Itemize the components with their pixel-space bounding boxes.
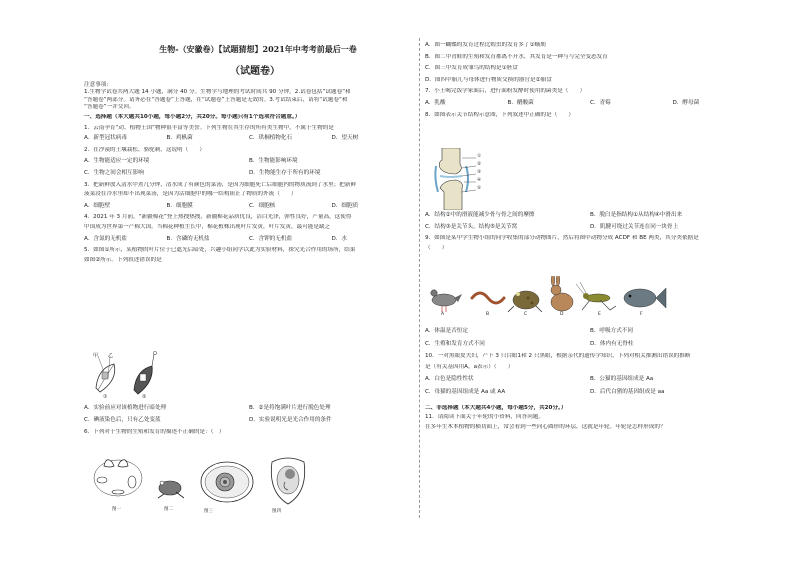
q7-option-b: B．醋酸菌 <box>507 99 534 106</box>
q6-option-c: C．图三中发育成雏鸟的结构是①胚盘 <box>425 65 518 72</box>
section-1-heading: 一、选择题（本大题共10小题，每小题2分，共20分。每小题只有1个选项符合题意。） <box>84 114 301 120</box>
notice-line: 1.生物学试卷共两大题 14 小题，满分 40 分。生物学与地理的考试时间共 90 分钟。2.试卷包括“试题卷”和 <box>84 89 351 96</box>
q6-option-d: D．图四中胎儿与母体进行物质交换的器官是②胎盘 <box>425 76 552 83</box>
right-column-top <box>425 42 755 119</box>
q10-option-d: D．后代白猪的基因组成是 aa <box>590 388 665 395</box>
q8-label-2: ② <box>477 162 482 167</box>
right-column-mid <box>425 212 755 252</box>
q3-option-a: A．细胞壁 <box>84 202 111 209</box>
q5-label-1: ① <box>103 394 108 400</box>
q5-option-b: B．②是将饱满叶片进行脱色处理 <box>249 405 331 411</box>
q9-label-b: B <box>486 312 490 317</box>
q3-option-c: C．细胞核 <box>249 202 276 209</box>
q7-option-a: A．乳酸 <box>425 99 446 106</box>
q8-option-a: A．结构②中的滑液能减少骨与骨之间的摩擦 <box>425 212 535 218</box>
q9-option-a: A．体温是否恒定 <box>425 328 468 334</box>
q5-figure <box>88 350 178 398</box>
q8-joint-figure <box>430 148 490 210</box>
section-2-heading: 二、非选择题（本大题共4小题，每小题5分，共20分。） <box>425 404 567 411</box>
q10-options-row2 <box>425 389 755 397</box>
q9-stem-line2: （ ） <box>425 244 448 251</box>
page-subtitle: （试题卷） <box>230 66 280 77</box>
q10-option-c: C．母猫的基因组成是 Aa 或 AA <box>425 388 506 395</box>
q8-label-4: ④ <box>477 178 482 183</box>
notice-line: “答题卷”一并交回。 <box>84 104 135 111</box>
q4-stem-line1: 4．2021 年 3 月前，“新疆棉花”登上热搜热搜，新疆棉花品质优良，洁白光泽，弹性良好，产量高，这使得 <box>84 214 352 221</box>
q6-label-fig1: 图一 <box>112 507 121 512</box>
q10-stem-line1: 10．一对黑眼皮夫妇，产下 3 只白眼1和 2 只黑眼，根据亲代的遗传学知识，下列对相关推测出错误的推断 <box>425 353 691 360</box>
notice-heading: 注意事项: <box>84 82 109 88</box>
q9-animals-figure <box>428 276 668 318</box>
q1-options <box>84 135 414 143</box>
q9-options-row2 <box>425 341 755 349</box>
q9-option-b: B．呼吸方式不同 <box>590 328 633 334</box>
notice-block <box>84 82 414 112</box>
fish-drawing <box>624 288 666 308</box>
q5-stem-line2: 如图②所示。下列叙述错误的是 <box>84 256 162 263</box>
q3-option-b: B．细胞膜 <box>166 202 193 209</box>
q9-label-c: C <box>524 312 528 317</box>
q6-option-a: A．图一蝴蝶的发育过程比蝗虫的发育多了①蛹期 <box>425 42 546 48</box>
q9-label-a: A <box>441 312 445 317</box>
q1-option-a: A．新型冠状病毒 <box>84 135 127 142</box>
q2-options-row1 <box>84 158 414 166</box>
q6-option-b: B．图二中青蛙的生殖和发育都离不开水，其发育是一种与与完全变态发育 <box>425 53 608 60</box>
fetus-uterus-drawing <box>271 458 304 504</box>
q8-label-3: ③ <box>477 170 482 175</box>
q10-options-row1 <box>425 376 755 384</box>
q3-stem-line1: 3．把新鲜放入清水中煮几分钟，清水成了有颜色的菜汤，是因为细胞死亡后细胞内的物质流到了水里；把新鲜 <box>84 181 357 188</box>
q9-option-c: C．生殖和发育方式不同 <box>425 340 485 347</box>
q1-option-c: C．珙桐植物化石 <box>249 135 293 142</box>
q5-option-a: A．实验前应对该植物进行暗处理 <box>84 405 167 411</box>
q10-option-a: A．白色是隐性性状 <box>425 376 474 383</box>
q10-option-b: B．公猫的基因组成是 Aa <box>590 376 654 383</box>
notice-line: “答题卷”两部分。请务必在“答题卷”上答题，在“试题卷”上答题是无效的。3.考试结束后，请将“试题卷”和 <box>84 96 348 103</box>
egg-structure-drawing <box>201 462 253 502</box>
q1-stem: 1．云南孕育“动、植物王国”物种很丰富等美誉。下列生物在其生存的所有类生物中，不属于生物的是 <box>84 124 334 131</box>
q8-options-row2 <box>425 224 755 232</box>
q9-label-f: F <box>640 312 643 317</box>
q7-stem: 7．小王喝完饭学家面后，进行面粉发酵时使用的菌类是（ ） <box>425 88 586 95</box>
q2-stem: 2．在沙漠的土壤栽松、骆驼刺，这说明（ ） <box>84 146 206 153</box>
section-1 <box>84 114 414 264</box>
q9-stem-line1: 9．如图是某中学生物小组的同学收集的部分动物图片，然后将图中动物分成 ACDF 和 BE 两类，其分类依据是 <box>425 235 699 242</box>
q7-options <box>425 100 755 108</box>
q2-option-b: B．生物能影响环境 <box>249 158 298 165</box>
q9-label-d: D <box>560 312 564 317</box>
q5-label-2: ② <box>142 394 147 400</box>
q2-option-d: D．生物能生存于所有的环境 <box>249 169 321 176</box>
q7-option-c: C．青霉 <box>590 99 611 106</box>
q6-figure <box>92 452 332 514</box>
right-column-bottom <box>425 328 755 431</box>
q2-option-a: A．生物能适应一定的环境 <box>84 158 150 165</box>
q6-label-fig2: 图二 <box>164 507 173 512</box>
q5-option-c: C．碘液染色后，只有乙处变蓝 <box>84 416 161 423</box>
q8-option-c: C．结构③是关节头，结构⑤是关节窝 <box>425 223 518 230</box>
q3-options <box>84 203 414 211</box>
q6-label-fig3: 图三 <box>204 509 213 514</box>
q4-option-c: C．含钾的无机盐 <box>249 235 293 242</box>
q9-label-e: E <box>598 312 601 317</box>
q7-option-d: D．酵母菌 <box>672 99 700 106</box>
q8-label-1: ① <box>477 154 482 159</box>
q8-option-d: D．肌腱可绕过关节连在同一块骨上 <box>590 223 679 230</box>
q10-stem-line2: 是（有关基因用A，a表示）（ ） <box>425 363 514 370</box>
q6-stem: 6．下列对于生物的生殖和发育的描述不正确的是：（ ） <box>84 429 225 436</box>
q5-option-d: D．实验说明光是光合作用的条件 <box>249 416 332 423</box>
pigeon-drawing <box>431 290 462 312</box>
q9-options-row1 <box>425 328 755 336</box>
q4-option-b: B．含磷的无机盐 <box>166 235 210 242</box>
q1-option-b: B．鸡枞菌 <box>166 135 193 142</box>
q6-label-fig4: 图四 <box>272 509 281 514</box>
q1-option-d: D．望天树 <box>331 135 359 142</box>
frog-drawing <box>158 481 184 498</box>
q8-options-row1 <box>425 212 755 220</box>
q4-option-d: D．水 <box>331 235 347 242</box>
rabbit-drawing <box>551 276 573 311</box>
page-title: 生物-（安徽卷）【试题猜想】2021年中考考前最后一卷 <box>159 44 357 54</box>
q8-label-5: ⑤ <box>477 186 482 191</box>
q11-passage: 在多年生木本植物的横切面上，常会看到一些同心圆形的环层，这就是年轮。年轮是怎样形成的？ <box>425 423 666 430</box>
q3-stem-line2: 菠菜浸在冷水里却不出现菜汤，是因为活细胞中的哪一结构阻止了物质的外流（ ） <box>84 191 297 198</box>
q11-stem: 11．请阅读下面关于年轮的小资料，回答问题。 <box>425 414 544 421</box>
q5-label-jia: 甲 <box>93 353 99 359</box>
q5-label-yi: 乙 <box>108 353 114 359</box>
grasshopper-drawing <box>576 282 616 310</box>
toad-drawing <box>508 291 542 312</box>
q3-option-d: D．细胞质 <box>331 202 359 209</box>
butterfly-lifecycle-drawing <box>94 460 142 496</box>
q4-options <box>84 236 414 244</box>
q2-options-row2 <box>84 170 414 178</box>
q9-option-d: D．体内有无脊柱 <box>590 340 634 347</box>
q4-stem-line2: 中国成为世界第一产棉大国。当棉花种植生长中，棉花植株出现叶片发黄，叶片发黄，最可能是缺乏 <box>84 223 331 230</box>
q8-option-b: B．脱臼是指结构①从结构④中滑出来 <box>590 212 683 218</box>
column-divider <box>419 38 420 518</box>
leaf-2-drawing <box>134 351 157 394</box>
q2-option-c: C．生物之间会相互影响 <box>84 169 144 176</box>
q8-stem: 8．如图表示关节结构示意图，下列叙述中正确的是（ ） <box>425 111 574 118</box>
leaf-1-drawing <box>96 356 115 392</box>
q5-options-row2 <box>84 417 414 425</box>
q5-options-row1 <box>84 405 414 413</box>
q5-stem-line1: 5．如图①所示，某植物的叶片位于已遮光后暗处，兴趣小组同学以此为实验材料，探究光合作用的场所，结果 <box>84 247 356 254</box>
q4-option-a: A．含氮的无机盐 <box>84 235 127 242</box>
q5-options <box>84 405 414 437</box>
earthworm-drawing <box>472 293 504 303</box>
